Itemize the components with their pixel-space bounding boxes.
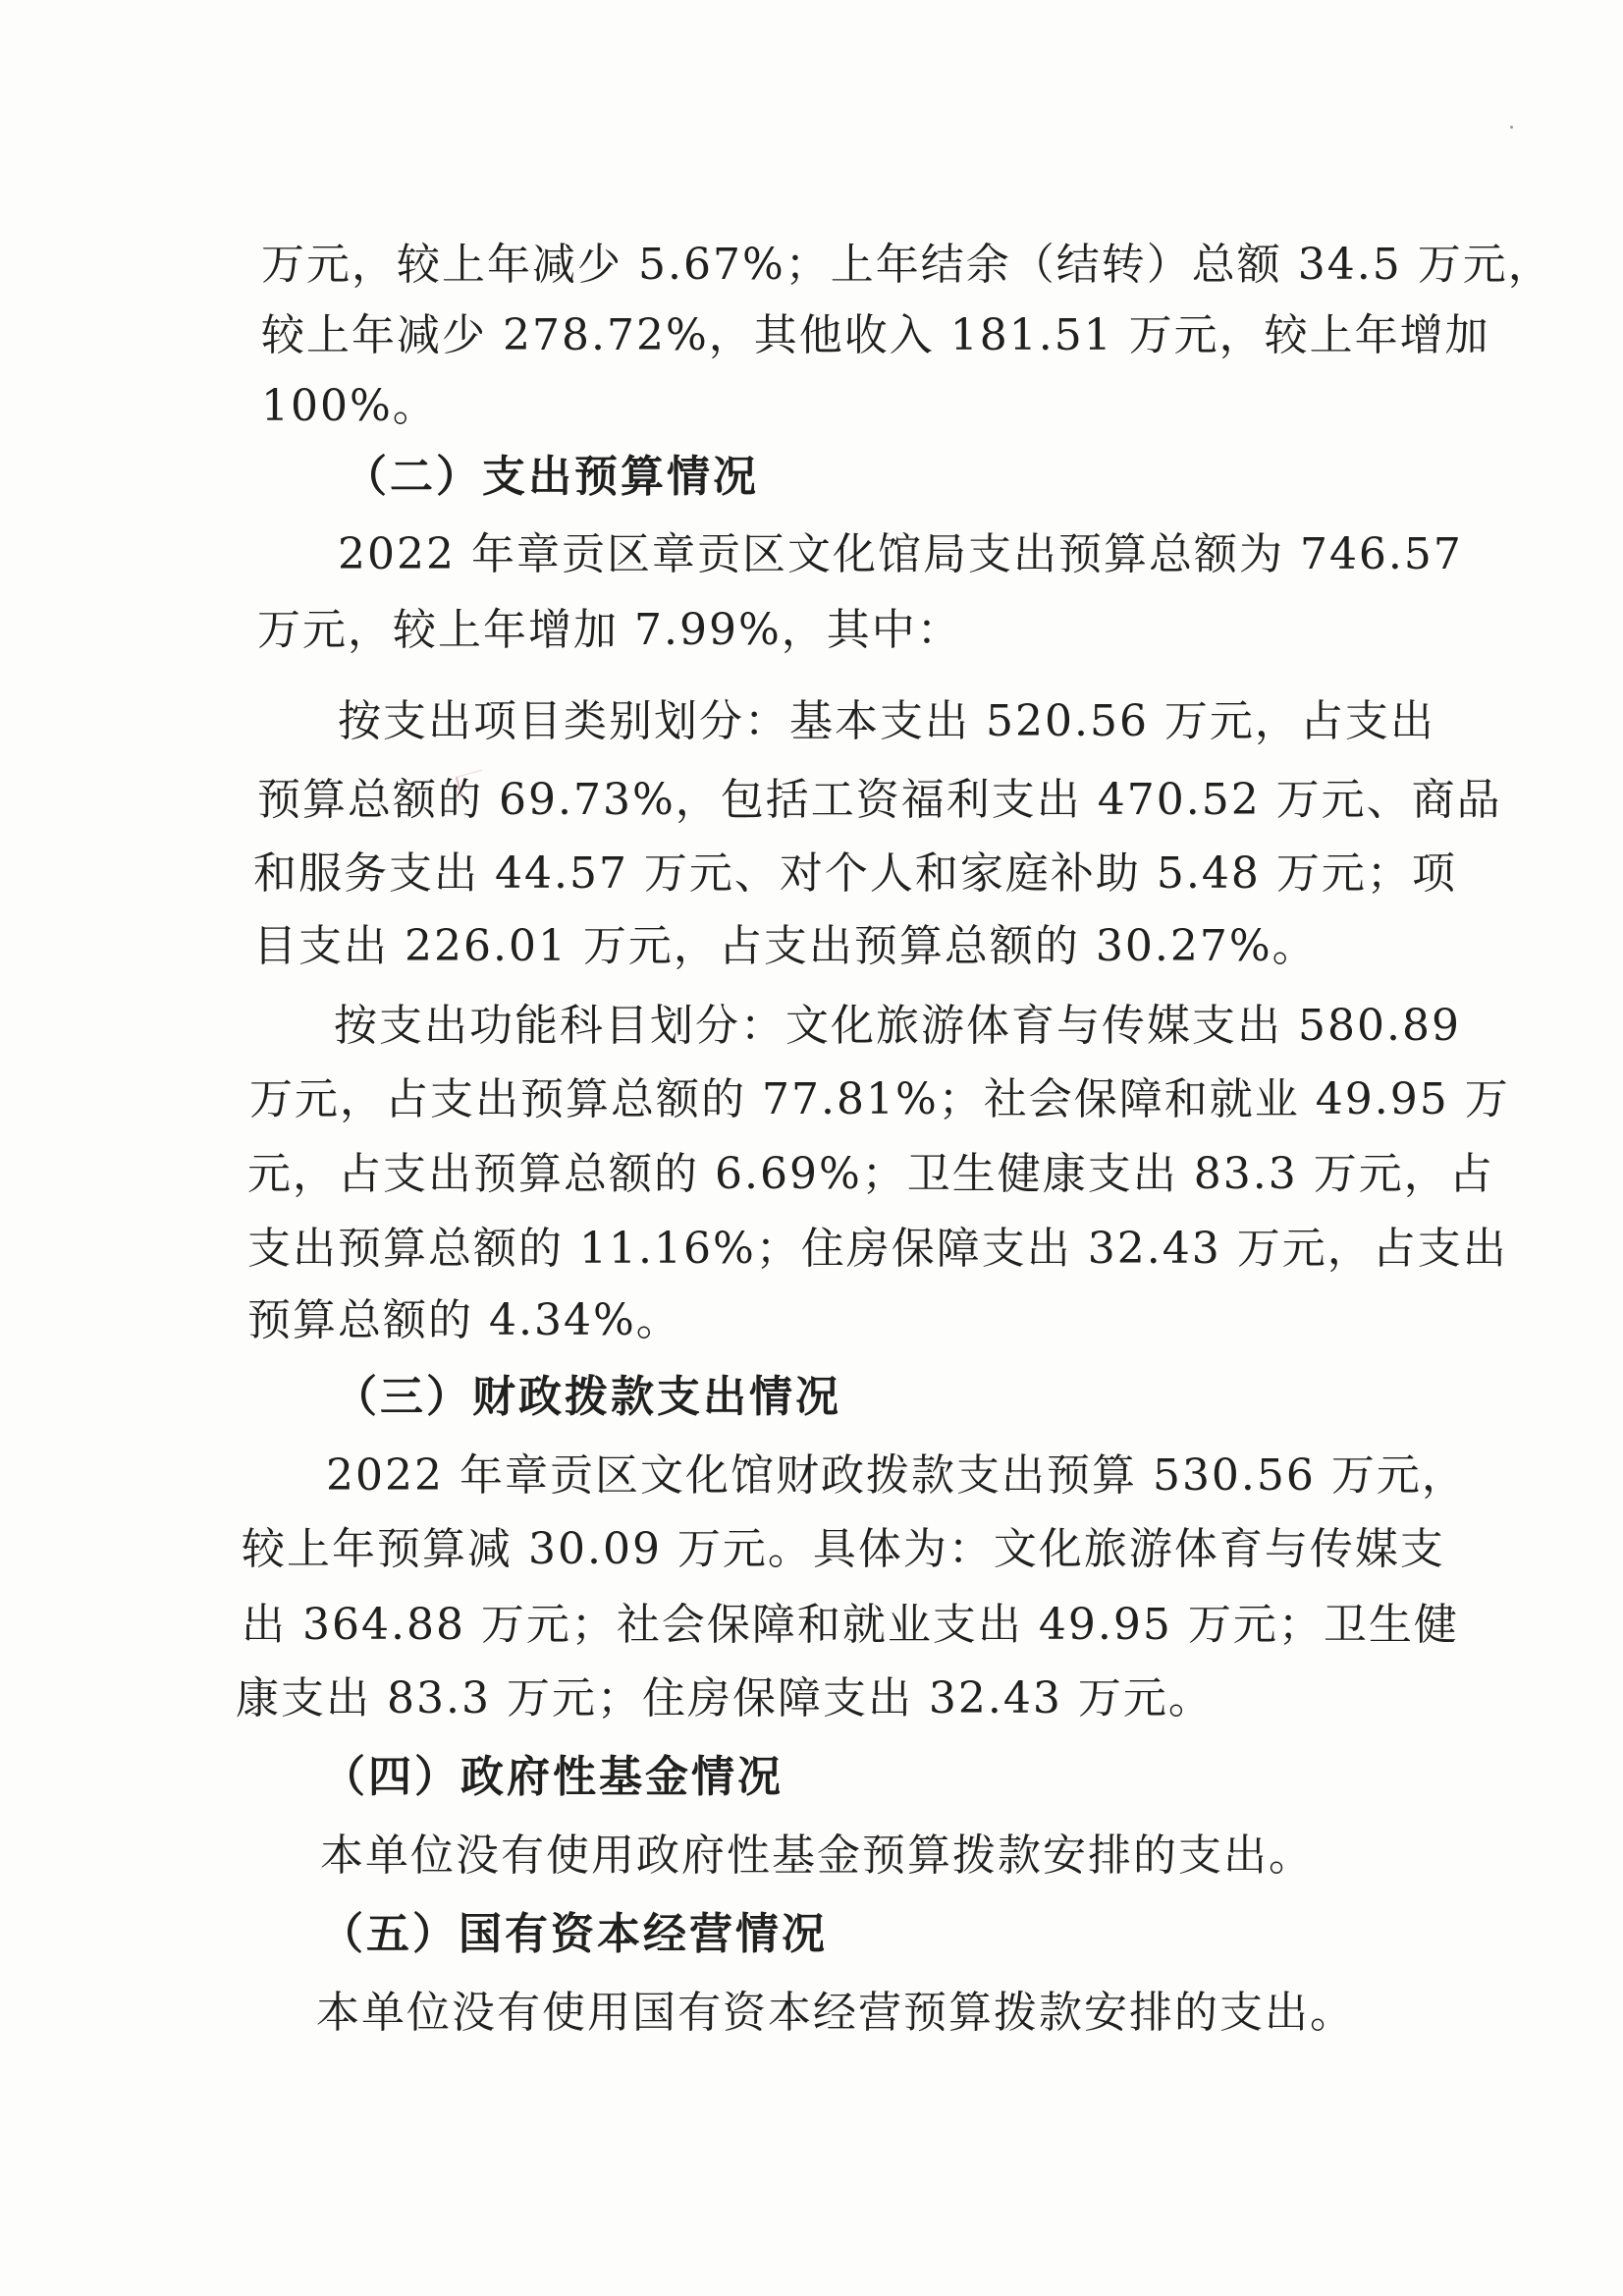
- body-line: 万元，较上年减少 5.67%；上年结余（结转）总额 34.5 万元，: [261, 240, 1553, 290]
- body-line: 出 364.88 万元；社会保障和就业支出 49.95 万元；卫生健: [242, 1600, 1459, 1650]
- body-line: 较上年减少 278.72%，其他收入 181.51 万元，较上年增加: [261, 310, 1490, 360]
- body-line: 目支出 226.01 万元，占支出预算总额的 30.27%。: [253, 921, 1318, 971]
- body-line: 100%。: [261, 381, 438, 431]
- body-line: 康支出 83.3 万元；住房保障支出 32.43 万元。: [236, 1673, 1214, 1723]
- body-line: 按支出项目类别划分：基本支出 520.56 万元，占支出: [338, 696, 1435, 746]
- body-line: 本单位没有使用国有资本经营预算拨款安排的支出。: [316, 1988, 1355, 2038]
- body-line: 按支出功能科目划分：文化旅游体育与传媒支出 580.89: [334, 1001, 1461, 1051]
- section-heading-2: （二）支出预算情况: [344, 452, 759, 502]
- body-line: 和服务支出 44.57 万元、对个人和家庭补助 5.48 万元；项: [253, 848, 1457, 899]
- body-line: 预算总额的 69.73%，包括工资福利支出 470.52 万元、商品: [257, 775, 1502, 825]
- body-line: 预算总额的 4.34%。: [247, 1295, 681, 1345]
- body-line: 元，占支出预算总额的 6.69%；卫生健康支出 83.3 万元，占: [247, 1149, 1494, 1199]
- section-heading-3: （三）财政拨款支出情况: [334, 1372, 841, 1422]
- section-heading-5: （五）国有资本经营情况: [320, 1909, 828, 1959]
- section-heading-4: （四）政府性基金情况: [322, 1752, 784, 1802]
- scan-speck: [1510, 126, 1513, 129]
- body-line: 2022 年章贡区章贡区文化馆局支出预算总额为 746.57: [338, 529, 1463, 579]
- body-line: 万元，较上年增加 7.99%，其中：: [257, 605, 962, 655]
- body-line: 较上年预算减 30.09 万元。具体为：文化旅游体育与传媒支: [242, 1524, 1445, 1574]
- body-line: 万元，占支出预算总额的 77.81%；社会保障和就业 49.95 万: [249, 1074, 1510, 1124]
- body-line: 本单位没有使用政府性基金预算拨款安排的支出。: [320, 1831, 1314, 1881]
- body-line: 支出预算总额的 11.16%；住房保障支出 32.43 万元，占支出: [247, 1224, 1508, 1274]
- body-line: 2022 年章贡区文化馆财政拨款支出预算 530.56 万元，: [326, 1450, 1467, 1501]
